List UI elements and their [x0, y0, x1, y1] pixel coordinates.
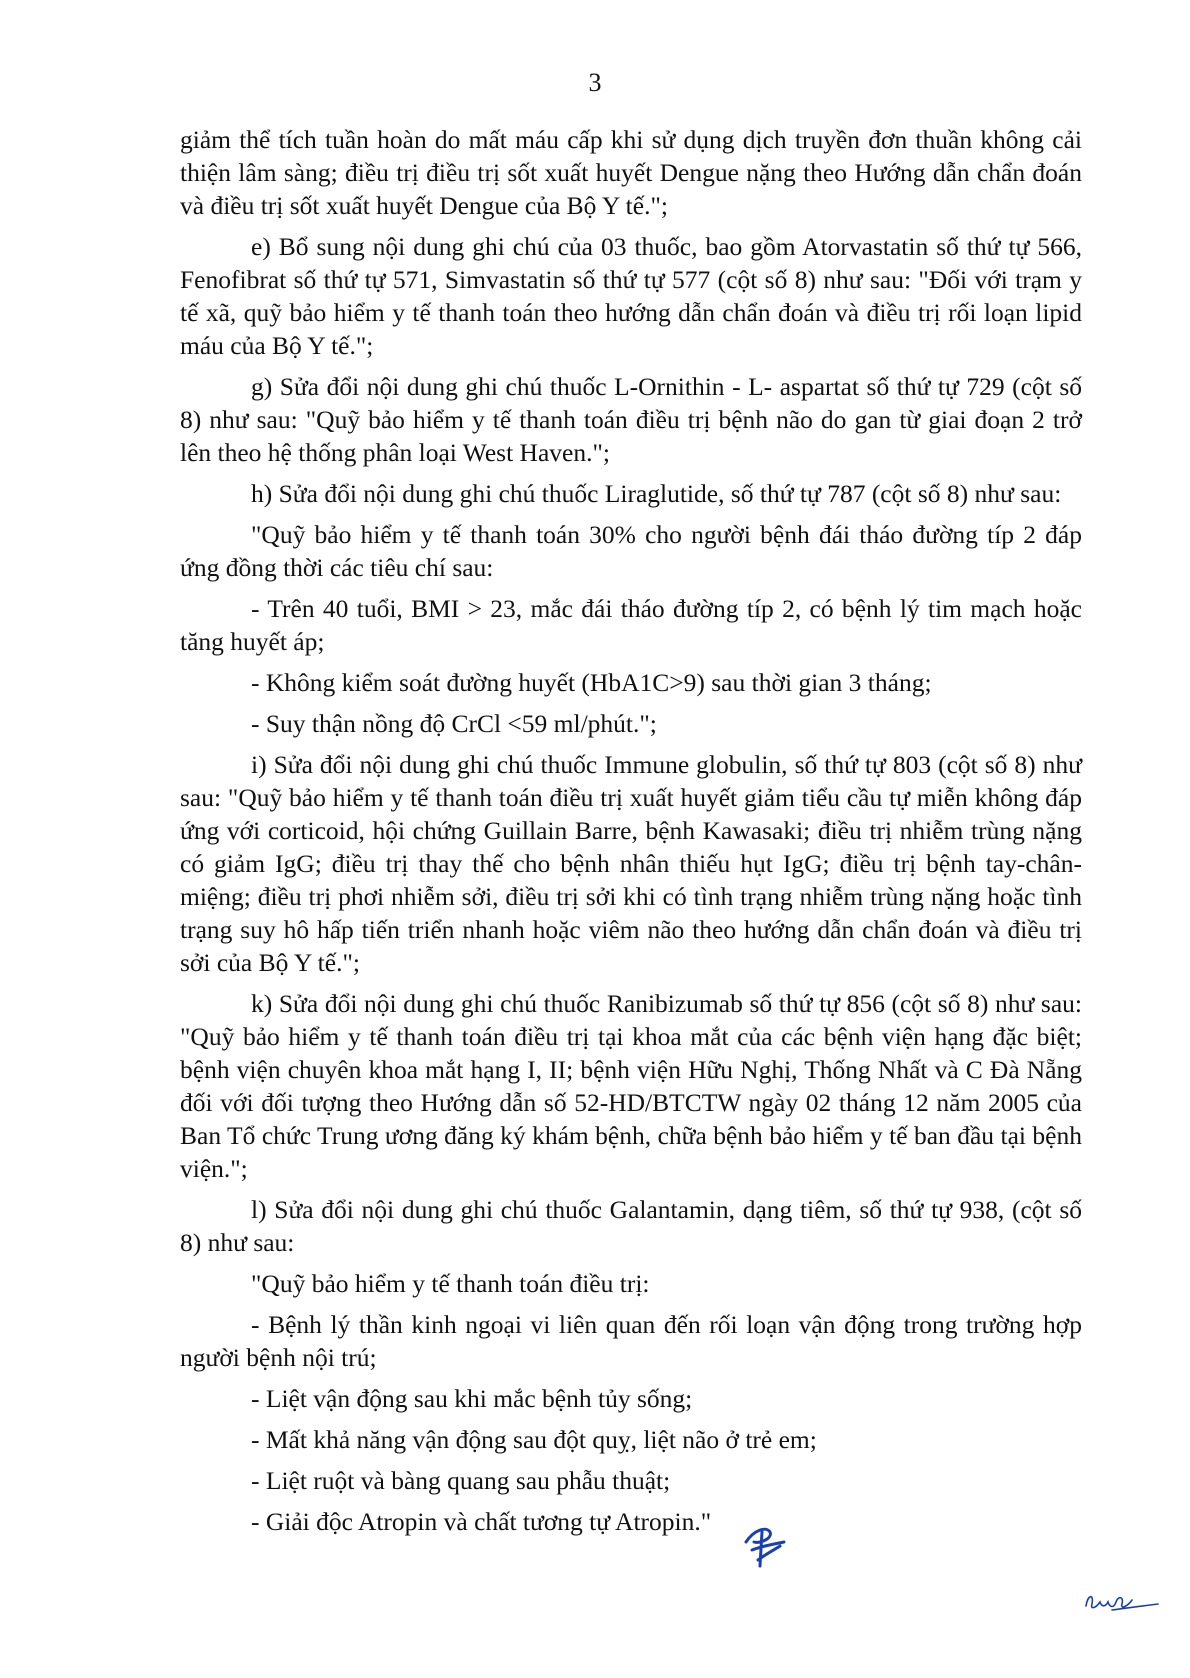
list-item: - Không kiểm soát đường huyết (HbA1C>9) sau thời gian 3 tháng; — [251, 668, 932, 697]
list-item: - Trên 40 tuổi, BMI > 23, mắc đái tháo đường típ 2, có bệnh lý tim mạch hoặc tăng huyết áp; — [180, 594, 1082, 656]
list-item: - Mất khả năng vận động sau đột quỵ, liệt não ở trẻ em; — [251, 1425, 817, 1454]
handwritten-signature-icon — [1082, 1586, 1162, 1618]
paragraph-item-k: k) Sửa đổi nội dung ghi chú thuốc Ranibizumab số thứ tự 856 (cột số 8) như sau: "Quỹ bảo hiểm y tế thanh toán điều trị tại khoa mắt của các bệnh viện hạng đặc biệt; bệnh viện chuyên khoa mắt hạng I, II; bệnh viện Hữu Nghị, Thống Nhất và C Đà Nẵng đối với đối tượng theo Hướng dẫn số 52-HD/BTCTW ngày 02 tháng 12 năm 2005 của Ban Tổ chức Trung ương đăng ký khám bệnh, chữa bệnh bảo hiểm y tế ban đầu tại bệnh viện."; — [180, 989, 1082, 1183]
paragraph-quote-liraglutide: "Quỹ bảo hiểm y tế thanh toán 30% cho người bệnh đái tháo đường típ 2 đáp ứng đồng thời các tiêu chí sau: — [180, 520, 1082, 582]
paragraph-continuation: giảm thể tích tuần hoàn do mất máu cấp khi sử dụng dịch truyền đơn thuần không cải thiện lâm sàng; điều trị điều trị sốt xuất huyết Dengue nặng theo Hướng dẫn chẩn đoán và điều trị sốt xuất huyết Dengue của Bộ Y tế."; — [180, 125, 1082, 220]
paragraph-item-g: g) Sửa đổi nội dung ghi chú thuốc L-Ornithin - L- aspartat số thứ tự 729 (cột số 8) như sau: "Quỹ bảo hiểm y tế thanh toán điều trị bệnh não do gan từ giai đoạn 2 trở lên theo hệ thống phân loại West Haven."; — [180, 372, 1082, 467]
paragraph-item-i: i) Sửa đổi nội dung ghi chú thuốc Immune globulin, số thứ tự 803 (cột số 8) như sau: "Quỹ bảo hiểm y tế thanh toán điều trị xuất huyết giảm tiểu cầu tự miễn không đáp ứng với corticoid, hội chứng Guillain Barre, bệnh Kawasaki; điều trị nhiễm trùng nặng có giảm IgG; điều trị thay thế cho bệnh nhân thiếu hụt IgG; điều trị bệnh tay-chân-miệng; điều trị phơi nhiễm sởi, điều trị sởi khi có tình trạng nhiễm trùng nặng hoặc tình trạng suy hô hấp tiến triển nhanh hoặc viêm não theo hướng dẫn chẩn đoán và điều trị sởi của Bộ Y tế."; — [180, 750, 1082, 977]
document-body — [180, 123, 1082, 1546]
paragraph-item-e: e) Bổ sung nội dung ghi chú của 03 thuốc, bao gồm Atorvastatin số thứ tự 566, Fenofibrat số thứ tự 571, Simvastatin số thứ tự 577 (cột số 8) như sau: "Đối với trạm y tế xã, quỹ bảo hiểm y tế thanh toán theo hướng dẫn chẩn đoán và điều trị rối loạn lipid máu của Bộ Y tế."; — [180, 232, 1082, 360]
initials-signature-icon — [740, 1520, 790, 1570]
list-item: - Liệt vận động sau khi mắc bệnh tủy sống; — [251, 1384, 693, 1413]
list-item: - Liệt ruột và bàng quang sau phẫu thuật; — [251, 1466, 671, 1495]
page-number: 3 — [588, 68, 602, 97]
list-item: - Giải độc Atropin và chất tương tự Atropin." — [251, 1507, 712, 1536]
paragraph-item-h: h) Sửa đổi nội dung ghi chú thuốc Liraglutide, số thứ tự 787 (cột số 8) như sau: — [251, 479, 1062, 508]
paragraph-quote-galantamin: "Quỹ bảo hiểm y tế thanh toán điều trị: — [251, 1269, 650, 1298]
list-item: - Suy thận nồng độ CrCl <59 ml/phút."; — [251, 709, 657, 738]
paragraph-item-l: l) Sửa đổi nội dung ghi chú thuốc Galantamin, dạng tiêm, số thứ tự 938, (cột số 8) như sau: — [180, 1195, 1082, 1257]
list-item: - Bệnh lý thần kinh ngoại vi liên quan đến rối loạn vận động trong trường hợp người bệnh nội trú; — [180, 1310, 1082, 1372]
